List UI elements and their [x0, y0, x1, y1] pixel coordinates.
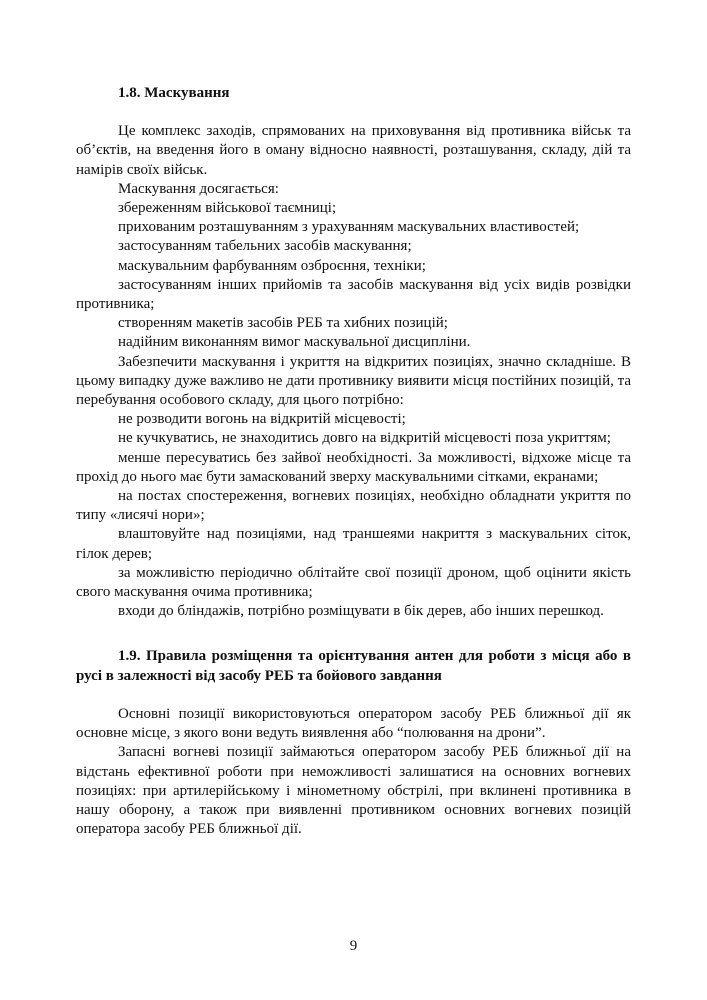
list-item: менше пересуватись без зайвої необхідності. За можливості, відхоже місце та прохід до нього має бути замаскований зверху маскувальними сітками, екранами;: [76, 449, 631, 485]
list-item: прихованим розташуванням з урахуванням маскувальних властивостей;: [118, 219, 580, 236]
paragraph: Це комплекс заходів, спрямованих на приховування від противника військ та об’єктів, на введення його в оману відносно наявності, розташування, складу, дій та намірів своїх військ.: [76, 123, 631, 178]
list-item: застосуванням інших прийомів та засобів маскування від усіх видів розвідки противника;: [76, 276, 631, 313]
paragraph: Забезпечити маскування і укриття на відкритих позиціях, значно складніше. В цьому випадку дуже важливо не дати противнику виявити місця постійних позицій, та перебування особового складу, для цього потрібно:: [76, 353, 631, 409]
paragraph: Запасні вогневі позиції займаються оператором засобу РЕБ ближньої дії на відстань ефективної роботи при неможливості залишатися на основних вогневих позиціях: при артилерійському і мінометному обстрілі, при вклинені противника в нашу оборону, а також при виявленні противником основних вогневих позицій оператора засобу РЕБ ближньої дії.: [76, 744, 631, 838]
list-item: влаштовуйте над позиціями, над траншеями накриття з маскувальних сіток, гілок дерев;: [76, 526, 631, 562]
list-item: не кучкуватись, не знаходитись довго на відкритій місцевості поза укриттям;: [118, 430, 611, 447]
list-item: маскувальним фарбуванням озброєння, техніки;: [118, 257, 426, 274]
section-heading-1-8: 1.8. Маскування: [118, 85, 230, 101]
list-item: збереженням військової таємниці;: [118, 200, 337, 217]
list-item: не розводити вогонь на відкритій місцевості;: [118, 411, 406, 428]
section-heading-1-9: 1.9. Правила розміщення та орієнтування антен для роботи з місця або в русі в залежності від засобу РЕБ та бойового завдання: [76, 648, 631, 684]
section-1-8-body: [76, 122, 631, 621]
section-1-9-body: [76, 705, 631, 839]
list-item: на постах спостереження, вогневих позиціях, необхідно обладнати укриття по типу «лисячі нори»;: [76, 488, 631, 524]
list-item: за можливістю періодично облітайте свої позиції дроном, щоб оцінити якість свого маскування очима противника;: [76, 564, 631, 601]
list-item: створенням макетів засобів РЕБ та хибних позицій;: [118, 315, 448, 332]
page-number: 9: [349, 938, 358, 954]
list-item: застосуванням табельних засобів маскування;: [118, 238, 412, 255]
list-item: входи до бліндажів, потрібно розміщувати в бік дерев, або інших перешкод.: [118, 603, 604, 620]
paragraph: Маскування досягається:: [118, 180, 279, 197]
page-content: [76, 84, 631, 839]
list-item: надійним виконанням вимог маскувальної дисципліни.: [118, 334, 471, 351]
paragraph: Основні позиції використовуються оператором засобу РЕБ ближньої дії як основне місце, з якого вони ведуть виявлення або “полювання на дрони”.: [76, 705, 631, 742]
